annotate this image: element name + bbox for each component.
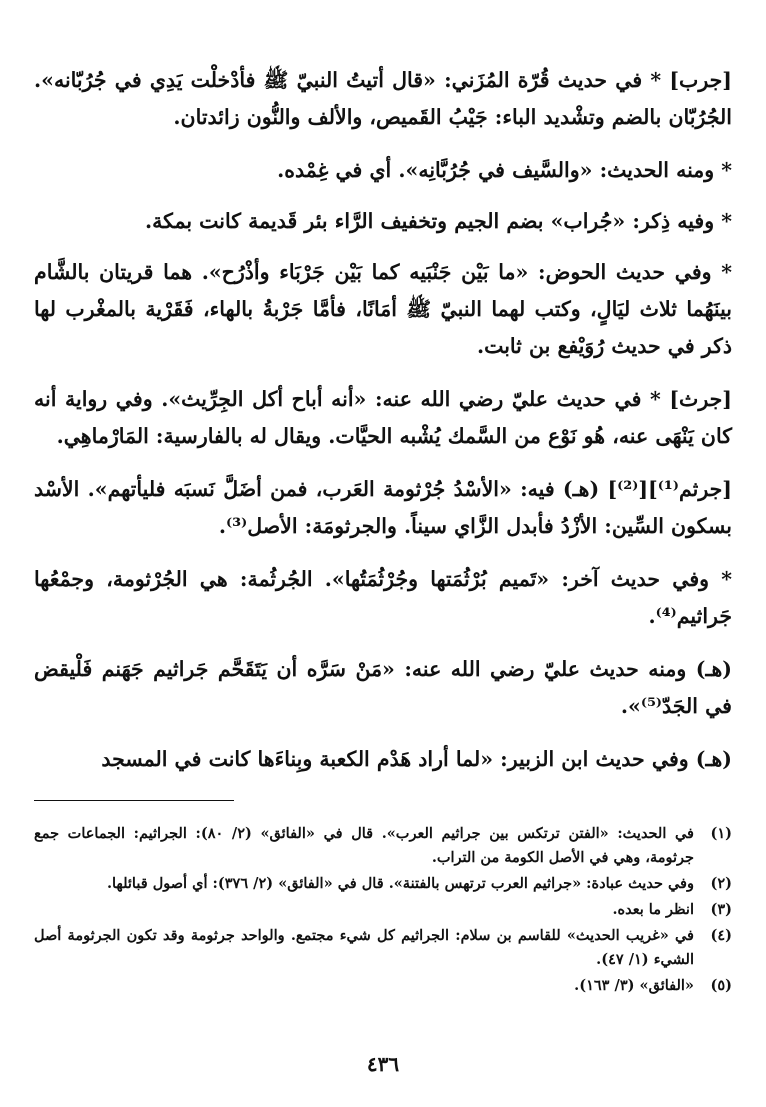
footnote-text: في الحديث: «الفتن ترتكس بين جراثيم العرب». قال في «الفائق» (٢/ ٨٠): الجراثيم: الجماعات جمع جرثومة، وهي في الأصل الكومة من التراب. (34, 825, 694, 866)
paragraph-ibn-zubayr: (هـ) وفي حديث ابن الزبير: «لما أراد هَدْم الكعبة وبِناءَها كانت في المسجد (101, 747, 732, 771)
page-number: ٤٣٦ (366, 1052, 400, 1076)
paragraph-sword: * ومنه الحديث: «والسَّيف في جُرُبَّانِه». أي في غِمْده. (277, 158, 732, 182)
paragraph-jurab-well: * وفيه ذِكر: «جُراب» بضم الجيم وتخفيف الرَّاء بئر قَديمة كانت بمكة. (145, 209, 732, 233)
footnote-separator (34, 800, 234, 801)
footnote-text: انظر ما بعده. (612, 901, 694, 918)
footnote-number: (١) (710, 825, 732, 842)
paragraph-jarthama: [جرثم⁽¹⁾][⁽²⁾] (هـ) فيه: «الأسْدُ جُرْثومة العَرب، فمن أضَلَّ نَسبَه فليأتهم». الأسْد بسكون السِّين: الأزْدُ فأبدل الزَّاي سيناً. والجرثومَة: الأصل⁽³⁾. (34, 477, 732, 538)
paragraph-ali: (هـ) ومنه حديث عليّ رضي الله عنه: «مَنْ سَرَّه أن يَتَقَحَّم جَراثيم جَهَنم فَلْيقض في الجَدّ⁽⁵⁾». (34, 657, 732, 718)
paragraph-jarab: [جرب] * في حديث قُرّة المُزَني: «قال أتيتُ النبيّ ﷺ فأدْخلْت يَدِي في جُرُبّانه». الجُرُبّان بالضم وتشْديد الباء: جَيْبُ القَميص، والألف والنُّون زائدتان. (34, 68, 732, 129)
footnote-3 (34, 898, 732, 922)
footnote-4 (34, 924, 732, 972)
footnote-number: (٣) (710, 901, 732, 918)
footnote-text: في «غريب الحديث» للقاسم بن سلام: الجراثيم كل شيء مجتمع. والواحد جرثومة وقد تكون الجرثومة أصل الشيء (١/ ٤٧). (34, 927, 694, 968)
footnote-5 (34, 974, 732, 998)
paragraph-tamim: * وفي حديث آخر: «تَميم بُرْثُمَتها وجُرْثُمَتُها». الجُرثُمة: هي الجُرْثومة، وجمْعُها جَراثيم⁽⁴⁾. (34, 567, 732, 628)
footnote-text: وفي حديث عبادة: «جراثيم العرب ترتهس بالفتنة». قال في «الفائق» (٢/ ٣٧٦): أي أصول قبائلها. (106, 875, 694, 892)
footnote-text: «الفائق» (٣/ ١٦٣). (574, 977, 694, 994)
main-text (34, 62, 732, 794)
paragraph-hawd: * وفي حديث الحوض: «ما بَيْن جَنْبَيه كما بَيْن جَرْبَاء وأذْرُح». هما قريتان بالشَّام بينَهُما ثلاث ليَالٍ، وكتب لهما النبيّ ﷺ أمَانًا، فأمَّا جَرْبةُ بالهاء، فَقَرْية بالمغْرب لها ذكر في حديث رُوَيْفع بن ثابت. (34, 260, 732, 358)
footnote-number: (٤) (710, 927, 732, 944)
footnote-2 (34, 872, 732, 896)
footnote-number: (٢) (710, 875, 732, 892)
footnote-1 (34, 822, 732, 870)
footnotes (34, 822, 732, 1000)
footnote-number: (٥) (710, 977, 732, 994)
paragraph-jarath: [جرث] * في حديث عليّ رضي الله عنه: «أنه أباح أكل الجِرِّيث». وفي رواية أنه كان يَنْهَى عنه، هُو نَوْع من السَّمك يُشْبه الحيَّات. ويقال له بالفارسية: المَارْماهِي. (34, 387, 732, 448)
